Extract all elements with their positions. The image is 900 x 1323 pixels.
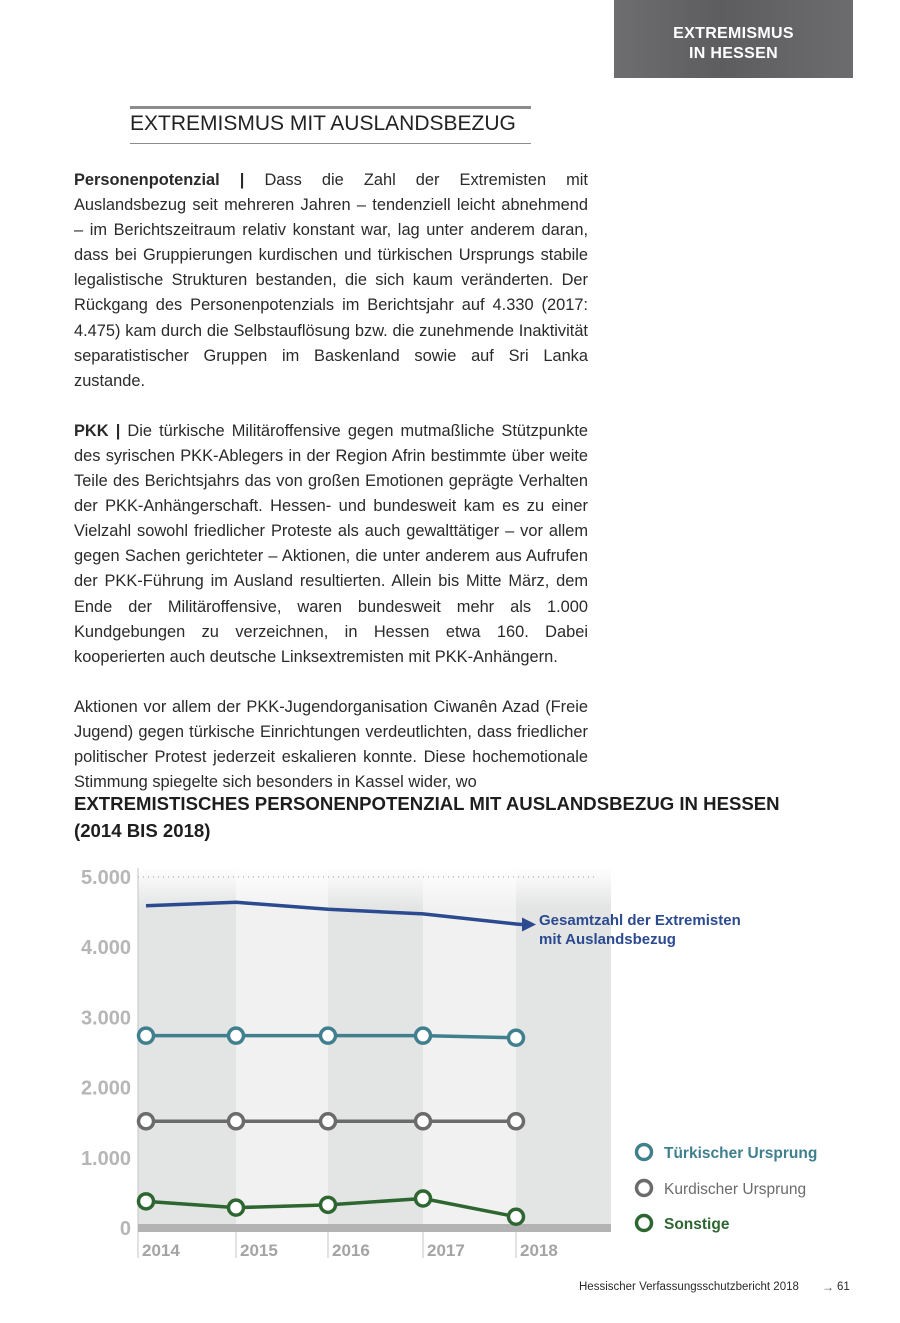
x-tick-label: 2014 <box>142 1241 180 1260</box>
legend-label: Sonstige <box>664 1216 730 1233</box>
chart-band <box>236 868 328 1232</box>
section-title: EXTREMISMUS MIT AUSLANDSBEZUG <box>130 106 531 144</box>
footer-arrow-icon: → <box>822 1280 834 1294</box>
legend-label: Türkischer Ursprung <box>664 1145 818 1162</box>
series-marker <box>229 1114 244 1129</box>
x-tick-label: 2017 <box>427 1241 465 1260</box>
series-marker <box>416 1028 431 1043</box>
paragraph-lead: PKK | <box>74 421 121 440</box>
paragraph-body: Aktionen vor allem der PKK-Jugendorganisation Ciwanên Azad (Freie Jugend) gegen türkische Einrichtungen verdeutlichten, dass friedlicher politischer Protest jederzeit eskalieren konnte. Diese hochemotionale Stimmung spiegelte sich besonders in Kassel wider, wo <box>74 697 588 792</box>
legend-marker <box>637 1145 652 1160</box>
legend-label: Kurdischer Ursprung <box>664 1181 807 1198</box>
series-marker <box>509 1209 524 1224</box>
series-marker <box>139 1114 154 1129</box>
series-marker <box>416 1191 431 1206</box>
series-marker <box>321 1028 336 1043</box>
chart-band <box>328 868 423 1232</box>
paragraph-body: Dass die Zahl der Extremisten mit Auslandsbezug seit mehreren Jahren – tendenziell leicht abnehmend – im Berichtszeitraum relativ konstant war, lag unter anderem daran, dass bei Gruppierungen kurdischen und türkischen Ursprungs stabile legalistische Strukturen bestanden, die sich kaum veränderten. Der Rückgang des Personenpotenzials im Berichtsjahr auf 4.330 (2017: 4.475) kam durch die Selbstauflösung bzw. die zunehmende Inaktivität separatistischer Gruppen im Baskenland sowie auf Sri Lanka zustande. <box>74 171 588 390</box>
paragraph-lead: Personenpotenzial | <box>74 171 245 189</box>
series-marker <box>321 1197 336 1212</box>
paragraph-body: Die türkische Militäroffensive gegen mutmaßliche Stützpunkte des syrischen PKK-Ablegers in der Region Afrin bestimmte über weite Teile des Berichtsjahrs das von großen Emotionen geprägte Verhalten der PKK-Anhängerschaft. Hessen- und bundesweit kam es zu einer Vielzahl sowohl friedlicher Proteste als auch gewalttätiger – vor allem gegen Sachen gerichteter – Aktionen, die unter anderem aus Aufrufen der PKK-Führung im Ausland resultierten. Allein bis Mitte März, dem Ende der Militäroffensive, waren bundesweit mehr als 1.000 Kundgebungen zu verzeichnen, in Hessen etwa 160. Dabei kooperierten auch deutsche Linksextremisten mit PKK-Anhängern. <box>74 421 588 666</box>
chart-baseline <box>138 1224 611 1232</box>
chart-title-line1: EXTREMISTISCHES PERSONENPOTENZIAL MIT AUSLANDSBEZUG IN HESSEN <box>74 793 780 814</box>
series-marker <box>139 1028 154 1043</box>
chapter-label-line1: EXTREMISMUS <box>673 25 794 42</box>
x-tick-label: 2016 <box>332 1241 370 1260</box>
y-tick-label: 1.000 <box>80 1147 131 1170</box>
series-marker <box>229 1028 244 1043</box>
series-label-total-line2: mit Auslandsbezug <box>539 931 676 948</box>
y-tick-label: 2.000 <box>80 1077 131 1100</box>
footer-report-title: Hessischer Verfassungsschutzbericht 2018 <box>579 1281 799 1293</box>
series-marker <box>139 1194 154 1209</box>
y-tick-label: 3.000 <box>80 1007 131 1030</box>
chart-band <box>138 868 236 1232</box>
x-tick-label: 2015 <box>240 1241 278 1260</box>
series-marker <box>416 1114 431 1129</box>
series-marker <box>509 1030 524 1045</box>
chart-title-line2: (2014 BIS 2018) <box>74 820 211 841</box>
page-number: 61 <box>837 1281 850 1293</box>
y-tick-label: 0 <box>119 1218 131 1240</box>
series-marker <box>321 1114 336 1129</box>
series-marker <box>509 1114 524 1129</box>
series-label-total-line1: Gesamtzahl der Extremisten <box>539 912 741 929</box>
y-tick-label: 4.000 <box>80 937 131 960</box>
y-tick-label: 5.000 <box>80 867 131 889</box>
chapter-label-line2: IN HESSEN <box>689 45 778 62</box>
series-marker <box>229 1200 244 1215</box>
legend-marker <box>637 1216 652 1231</box>
legend-marker <box>637 1181 652 1196</box>
x-tick-label: 2018 <box>520 1241 558 1260</box>
